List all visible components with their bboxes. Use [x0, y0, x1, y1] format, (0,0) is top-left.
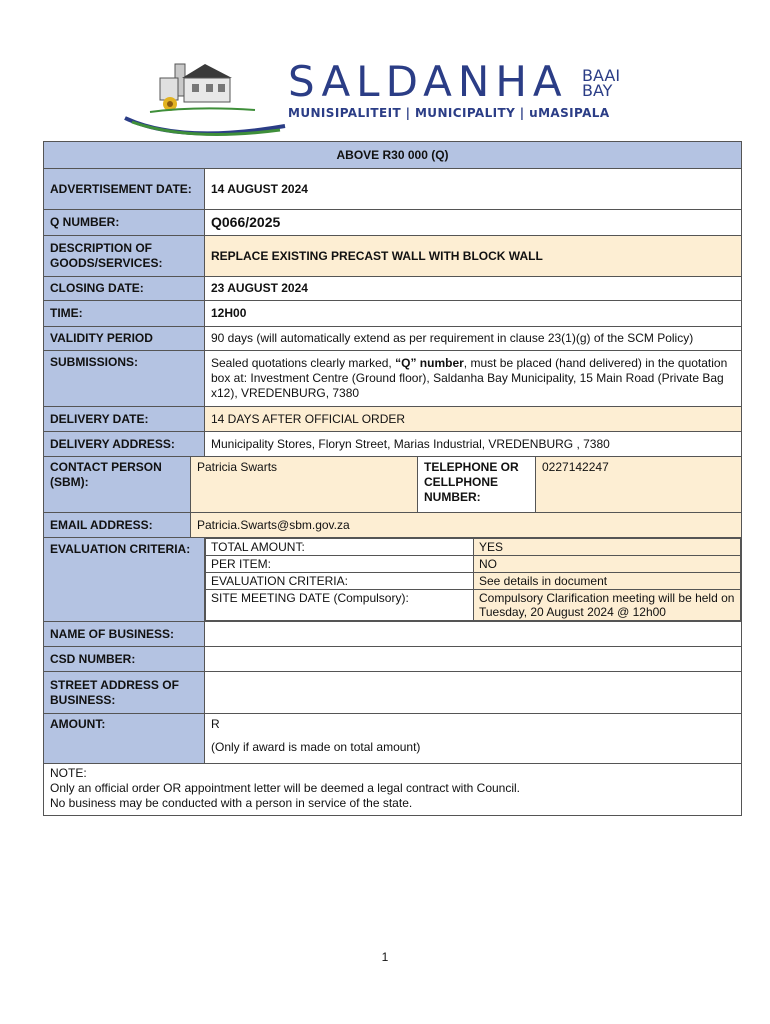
business-name-label: NAME OF BUSINESS: [44, 622, 205, 647]
advertisement-date-label: ADVERTISEMENT DATE: [44, 169, 205, 210]
validity-period-value: 90 days (will automatically extend as per requirement in clause 23(1)(g) of the SCM Policy) [205, 327, 742, 351]
logo-subtitle: MUNISIPALITEIT | MUNICIPALITY | uMASIPALA [288, 106, 610, 120]
evaluation-item: SITE MEETING DATE (Compulsory): [206, 590, 474, 621]
telephone-label: TELEPHONE OR CELLPHONE NUMBER: [418, 457, 536, 513]
q-number-value: Q066/2025 [205, 210, 742, 236]
evaluation-value: Compulsory Clarification meeting will be held on Tuesday, 20 August 2024 @ 12h00 [474, 590, 741, 621]
note-title: NOTE: [50, 766, 87, 780]
street-address-label: STREET ADDRESS OF BUSINESS: [44, 672, 205, 714]
evaluation-item: TOTAL AMOUNT: [206, 539, 474, 556]
page-number: 1 [381, 950, 389, 964]
submissions-label: SUBMISSIONS: [44, 351, 205, 407]
submissions-text-pre: Sealed quotations clearly marked, [211, 356, 396, 370]
logo-bay: BAY [582, 81, 613, 100]
closing-date-label: CLOSING DATE: [44, 277, 205, 301]
note-line-2: No business may be conducted with a person in service of the state. [50, 796, 413, 810]
csd-number-field[interactable] [205, 647, 742, 672]
validity-period-label: VALIDITY PERIOD [44, 327, 205, 351]
note-line-1: Only an official order OR appointment letter will be deemed a legal contract with Council. [50, 781, 521, 795]
note-box [44, 764, 742, 816]
logo-text [288, 57, 610, 120]
description-value: REPLACE EXISTING PRECAST WALL WITH BLOCK WALL [205, 236, 742, 277]
time-label: TIME: [44, 301, 205, 327]
email-value: Patricia.Swarts@sbm.gov.za [191, 513, 742, 538]
logo-baai: BAAI [582, 66, 621, 85]
municipality-logo [120, 56, 640, 140]
telephone-value: 0227142247 [536, 457, 742, 513]
form-header: ABOVE R30 000 (Q) [44, 142, 742, 169]
amount-label: AMOUNT: [44, 714, 205, 764]
submissions-text-post: , must be placed (hand delivered) in the quotation box at: Investment Centre (Ground floor), Saldanha Bay Municipality, 15 Main Road (Private Bag x12), VREDENBURG, 7380 [211, 356, 728, 400]
amount-currency: R [211, 717, 220, 731]
contact-person-label: CONTACT PERSON (SBM): [44, 457, 191, 513]
logo-name: SALDANHA [288, 57, 568, 106]
description-label: DESCRIPTION OF GOODS/SERVICES: [44, 236, 205, 277]
email-label: EMAIL ADDRESS: [44, 513, 191, 538]
advertisement-date-value: 14 AUGUST 2024 [205, 169, 742, 210]
submissions-value [205, 351, 742, 407]
delivery-date-label: DELIVERY DATE: [44, 407, 205, 432]
csd-number-label: CSD NUMBER: [44, 647, 205, 672]
delivery-address-value: Municipality Stores, Floryn Street, Marias Industrial, VREDENBURG , 7380 [205, 432, 742, 457]
business-name-field[interactable] [205, 622, 742, 647]
submissions-text-bold: “Q” number [395, 356, 464, 370]
evaluation-row [206, 539, 741, 556]
evaluation-value: YES [474, 539, 741, 556]
contact-person-value: Patricia Swarts [191, 457, 418, 513]
logo-baai-bay [582, 68, 620, 98]
evaluation-criteria-table-cell [205, 538, 742, 622]
evaluation-row [206, 556, 741, 573]
evaluation-criteria-table [205, 538, 741, 621]
evaluation-item: EVALUATION CRITERIA: [206, 573, 474, 590]
q-number-label: Q NUMBER: [44, 210, 205, 236]
closing-date-value: 23 AUGUST 2024 [205, 277, 742, 301]
quotation-form-table [43, 141, 742, 816]
house-emblem-icon [120, 56, 290, 140]
street-address-field[interactable] [205, 672, 742, 714]
amount-field[interactable] [205, 714, 742, 764]
evaluation-value: NO [474, 556, 741, 573]
time-value: 12H00 [205, 301, 742, 327]
amount-note: (Only if award is made on total amount) [211, 740, 421, 754]
evaluation-row [206, 590, 741, 621]
evaluation-value: See details in document [474, 573, 741, 590]
evaluation-criteria-label: EVALUATION CRITERIA: [44, 538, 205, 622]
evaluation-row [206, 573, 741, 590]
evaluation-item: PER ITEM: [206, 556, 474, 573]
delivery-address-label: DELIVERY ADDRESS: [44, 432, 205, 457]
delivery-date-value: 14 DAYS AFTER OFFICIAL ORDER [205, 407, 742, 432]
